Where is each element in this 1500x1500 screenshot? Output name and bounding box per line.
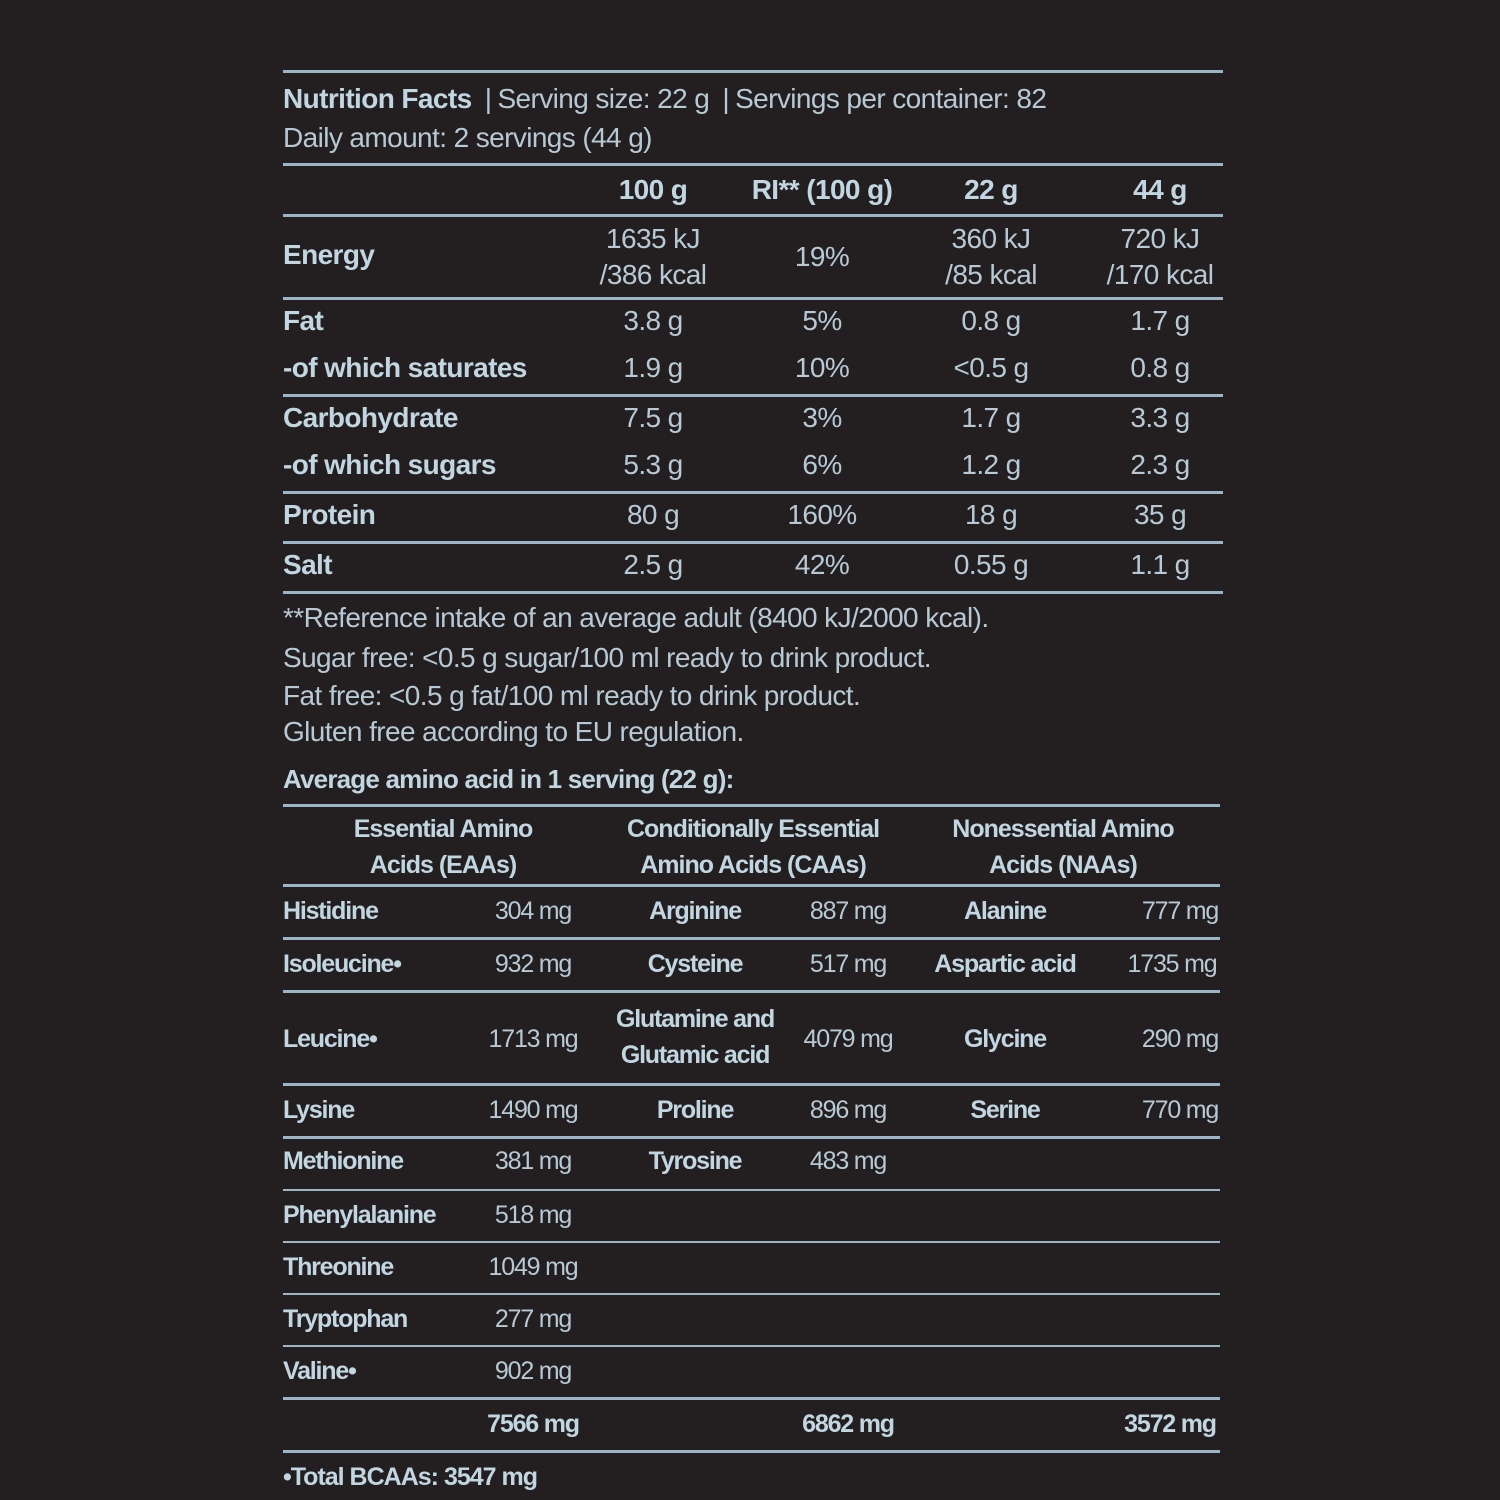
ri-footnote: **Reference intake of an average adult (8400 kJ/2000 kcal). bbox=[283, 602, 989, 633]
energy-row: Energy 1635 kJ /386 kcal 19% 360 kJ /85 kcal 720 kJ /170 kcal bbox=[283, 223, 1214, 290]
amino-totals-row bbox=[283, 1400, 1220, 1450]
col-ri: RI** (100 g) bbox=[751, 174, 893, 205]
protein-row: Protein 80 g 160% 18 g 35 g bbox=[283, 499, 1187, 530]
gluten-free-note: Gluten free according to EU regulation. bbox=[283, 716, 744, 747]
serving-size: Serving size: 22 g bbox=[497, 83, 710, 114]
sugar-free-note: Sugar free: <0.5 g sugar/100 ml ready to drink product. bbox=[283, 642, 931, 673]
amino-row: Isoleucine• 932 mg Cysteine 517 mg Aspartic acid 1735 mg bbox=[283, 940, 1220, 990]
amino-title: Average amino acid in 1 serving (22 g): bbox=[283, 764, 734, 794]
amino-row: Methionine 381 mg Tyrosine 483 mg bbox=[283, 1147, 887, 1175]
bcaa-total: •Total BCAAs: 3547 mg bbox=[283, 1463, 538, 1491]
servings-per-container: Servings per container: 82 bbox=[735, 83, 1047, 114]
amino-row: Histidine 304 mg Arginine 887 mg Alanine 777 mg bbox=[283, 887, 1220, 937]
energy-label: Energy bbox=[283, 239, 375, 270]
naa-total: 3572 mg bbox=[1124, 1410, 1216, 1438]
col-44g: 44 g bbox=[1133, 174, 1187, 205]
amino-row: Tryptophan 277 mg bbox=[283, 1305, 572, 1333]
amino-table bbox=[283, 804, 1220, 1492]
nutrition-column-header bbox=[283, 166, 1223, 214]
daily-amount: Daily amount: 2 servings (44 g) bbox=[283, 122, 652, 153]
amino-group-header bbox=[283, 807, 1220, 884]
sugars-row: -of which sugars 5.3 g 6% 1.2 g 2.3 g bbox=[283, 449, 1190, 480]
fat-row: Fat 3.8 g 5% 0.8 g 1.7 g bbox=[283, 305, 1190, 336]
amino-row: Threonine 1049 mg bbox=[283, 1253, 578, 1281]
amino-row: Leucine• 1713 mg Glutamine and Glutamic acid 4079 mg Glycine 290 mg bbox=[283, 993, 1220, 1083]
amino-row: Lysine 1490 mg Proline 896 mg Serine 770 mg bbox=[283, 1086, 1220, 1136]
eaa-total: 7566 mg bbox=[487, 1410, 579, 1438]
saturates-row: -of which saturates 1.9 g 10% <0.5 g 0.8 g bbox=[283, 352, 1190, 383]
carbohydrate-row: Carbohydrate 7.5 g 3% 1.7 g 3.3 g bbox=[283, 402, 1190, 433]
label-header: Nutrition Facts | Serving size: 22 g | Servings per container: 82 Daily amount: 2 servings (44 g) bbox=[283, 73, 1223, 157]
caa-group-heading: Conditionally Essential Amino Acids (CAAs) bbox=[626, 815, 880, 879]
col-22g: 22 g bbox=[964, 174, 1018, 205]
col-100g: 100 g bbox=[618, 174, 688, 205]
amino-row: Phenylalanine 518 mg bbox=[283, 1201, 572, 1229]
footnotes bbox=[283, 598, 1223, 750]
nutrition-label bbox=[283, 70, 1223, 1492]
salt-row: Salt 2.5 g 42% 0.55 g 1.1 g bbox=[283, 549, 1190, 580]
eaa-group-heading: Essential Amino Acids (EAAs) bbox=[353, 815, 533, 879]
fat-free-note: Fat free: <0.5 g fat/100 ml ready to drink product. bbox=[283, 680, 861, 711]
amino-row: Valine• 902 mg bbox=[283, 1357, 572, 1385]
naa-group-heading: Nonessential Amino Acids (NAAs) bbox=[952, 815, 1174, 879]
caa-total: 6862 mg bbox=[802, 1410, 894, 1438]
nutrition-facts-title: Nutrition Facts bbox=[283, 83, 472, 114]
